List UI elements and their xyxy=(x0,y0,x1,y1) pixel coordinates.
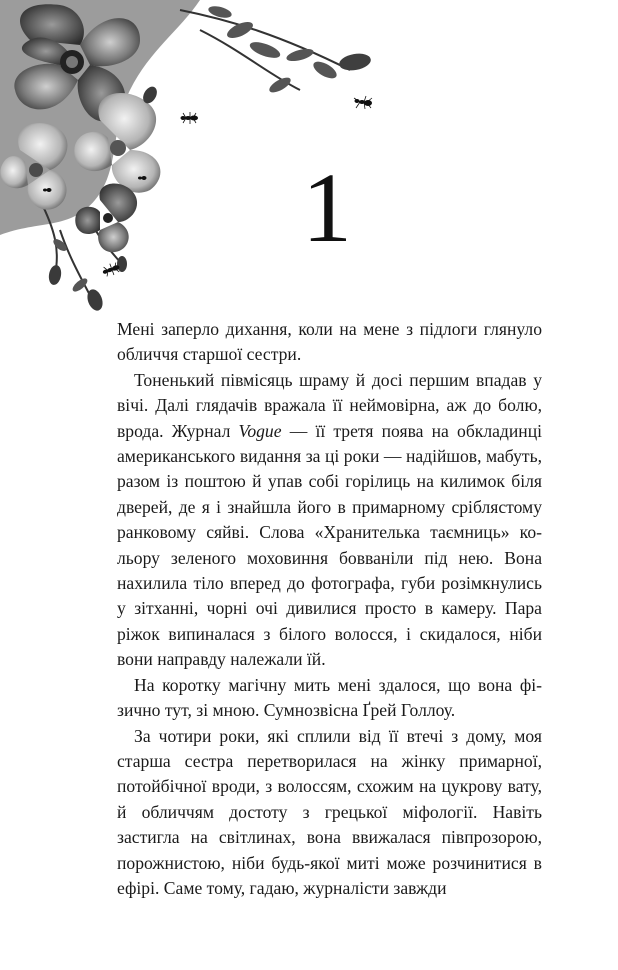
paragraph: Мені заперло дихання, коли на мене з підлоги глянуло обличчя старшої сестри. xyxy=(117,319,542,365)
paragraph: За чотири роки, які сплили від її втечі з дому, моя старша сестра перетворилася на жінку примарної, потойбічної вроди, з волоссям, схожим на цукрову вату, й обличчям достоту з грецької міфології. Навіть застигла на світлинах, вона ввижалася півпрозорою, порожнистою, ніби будь-якої миті може розчинитися в ефірі. Саме тому, гадаю, журналісти завжди xyxy=(117,725,542,898)
chapter-number: 1 xyxy=(302,152,352,263)
paragraph: На коротку магічну мить мені здалося, що вона фізично тут, зі мною. Сумнозвісна Ґрей Голлоу. xyxy=(117,674,542,721)
paragraph-segment: Тоненький півмісяць шраму й досі першим впадав у вічі. Далі глядачів вражала її неймовірна, аж до болю, врода. Журнал xyxy=(117,369,542,441)
chapter-body xyxy=(117,317,542,901)
magazine-title: Vogue xyxy=(238,420,282,441)
paragraph-segment: — її третя поява на обкладинці американського видання за ці роки — надійшов, мабуть, разом із поштою й упав собі горілиць на килимок біля дверей, де я і знайшла його в примарному сріблястому ранковому сяйві. Слова «Хранителька таємниць» кольору зеленого моховиння бовваніли під нею. Вона нахилила тіло вперед до фотографа, губи розімкнулись у зітханні, чорні очі дивилися просто в камеру. Пара ріжок випиналася з білого волосся, і скидалося, ніби вони направду належали їй. xyxy=(117,420,542,670)
paragraph xyxy=(117,368,542,673)
